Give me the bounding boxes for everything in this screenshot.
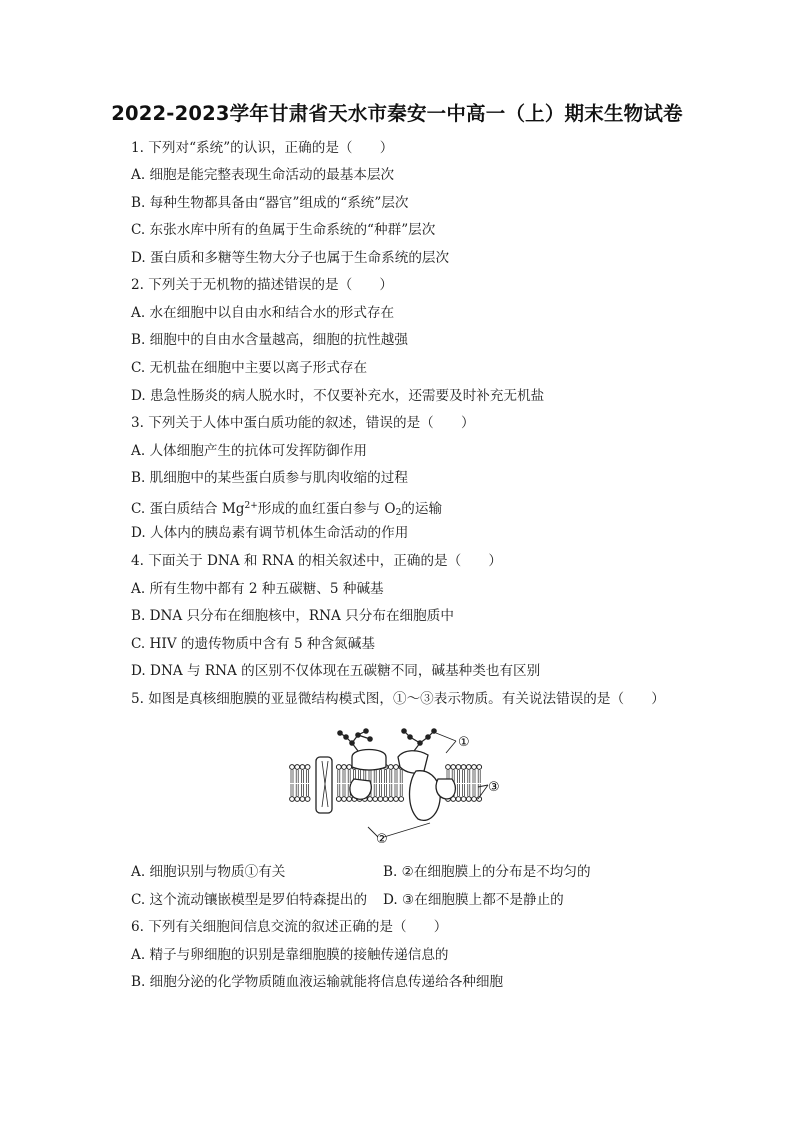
question-4-option-b: B. DNA 只分布在细胞核中，RNA 只分布在细胞质中 — [131, 608, 454, 624]
question-2-option-c: C. 无机盐在细胞中主要以离子形式存在 — [131, 360, 368, 376]
option-c-text-before: C. 蛋白质结合 Mg — [131, 501, 245, 517]
glycocalyx-chains — [338, 729, 436, 751]
cell-membrane-diagram — [288, 727, 508, 843]
phospholipid-head — [347, 797, 352, 802]
phospholipid-tail — [296, 784, 298, 796]
phospholipid-tail — [400, 770, 402, 783]
phospholipid-tail — [374, 784, 376, 796]
question-4-option-c: C. HIV 的遗传物质中含有 5 种含氮碱基 — [131, 636, 375, 652]
phospholipid-tail — [291, 770, 293, 783]
phospholipid-head — [388, 797, 393, 802]
phospholipid-head — [466, 797, 471, 802]
phospholipid-head — [446, 765, 451, 770]
phospholipid-head — [368, 797, 373, 802]
phospholipid-head — [347, 765, 352, 770]
phospholipid-tail — [338, 784, 340, 796]
phospholipid-tail — [296, 770, 298, 783]
phospholipid-tail — [473, 784, 475, 796]
phospholipid-tail — [395, 770, 397, 783]
question-3-option-c — [131, 497, 442, 522]
phospholipid-tail — [473, 770, 475, 783]
phospholipid-tail — [400, 784, 402, 796]
phospholipid-tail — [395, 784, 397, 796]
question-3-option-a: A. 人体细胞产生的抗体可发挥防御作用 — [131, 443, 367, 459]
option-c-text-middle: 形成的血红蛋白参与 O — [257, 501, 396, 517]
phospholipid-head — [477, 765, 482, 770]
membrane-svg — [288, 727, 508, 843]
phospholipid-head — [373, 797, 378, 802]
question-6-stem: 6. 下列有关细胞间信息交流的叙述正确的是（ ） — [131, 919, 448, 935]
oxygen-subscript: 2 — [395, 508, 402, 518]
phospholipid-head — [451, 765, 456, 770]
label-marker-3: ③ — [488, 780, 500, 795]
phospholipid-tail — [468, 770, 470, 783]
phospholipid-head — [295, 797, 300, 802]
phospholipid-head — [378, 797, 383, 802]
phospholipid-head — [336, 765, 341, 770]
phospholipid-head — [472, 765, 477, 770]
phospholipid-tail — [338, 770, 340, 783]
phospholipid-tail — [457, 770, 459, 783]
transmembrane-protein — [410, 771, 441, 821]
question-1-option-b: B. 每种生物都具备由“器官”组成的“系统”层次 — [131, 195, 409, 211]
phospholipid-tail — [301, 784, 303, 796]
phospholipid-head — [342, 797, 347, 802]
phospholipid-head — [456, 765, 461, 770]
phospholipid-head — [290, 765, 295, 770]
embedded-protein-left — [350, 779, 371, 799]
phospholipid-head — [466, 765, 471, 770]
phospholipid-head — [399, 797, 404, 802]
phospholipid-tail — [301, 770, 303, 783]
phospholipid-head — [300, 765, 305, 770]
question-6-option-a: A. 精子与卵细胞的识别是靠细胞膜的接触传递信息的 — [131, 947, 449, 963]
question-3-option-d: D. 人体内的胰岛素有调节机体生命活动的作用 — [131, 525, 409, 541]
exam-title: 2022-2023学年甘肃省天水市秦安一中高一（上）期末生物试卷 — [111, 102, 683, 125]
question-1-option-d: D. 蛋白质和多糖等生物大分子也属于生命系统的层次 — [131, 250, 450, 266]
phospholipid-head — [383, 797, 388, 802]
question-5-option-d: D. ③在细胞膜上都不是静止的 — [383, 892, 564, 908]
phospholipid-tail — [307, 784, 309, 796]
question-2-option-d: D. 患急性肠炎的病人脱水时，不仅要补充水，还需要及时补充无机盐 — [131, 388, 545, 404]
question-5-option-c: C. 这个流动镶嵌模型是罗伯特森提出的 — [131, 892, 368, 908]
phospholipid-tail — [385, 770, 387, 783]
question-1-stem: 1. 下列对“系统”的认识，正确的是（ ） — [131, 140, 394, 156]
phospholipid-head — [300, 797, 305, 802]
question-2-option-b: B. 细胞中的自由水含量越高，细胞的抗性越强 — [131, 332, 408, 348]
phospholipid-head — [305, 765, 310, 770]
phospholipid-head — [290, 797, 295, 802]
question-2-stem: 2. 下列关于无机物的描述错误的是（ ） — [131, 277, 393, 293]
phospholipid-head — [388, 765, 393, 770]
question-4-option-d: D. DNA 与 RNA 的区别不仅体现在五碳糖不同，碱基种类也有区别 — [131, 663, 541, 679]
question-5-option-b: B. ②在细胞膜上的分布是不均匀的 — [383, 864, 591, 880]
glycoprotein — [398, 751, 428, 773]
magnesium-charge: 2+ — [244, 501, 258, 511]
phospholipid-tail — [478, 784, 480, 796]
phospholipid-tail — [379, 784, 381, 796]
phospholipid-head — [394, 765, 399, 770]
label-marker-2: ② — [376, 832, 388, 843]
question-5-option-a: A. 细胞识别与物质①有关 — [131, 864, 286, 880]
phospholipid-head — [305, 797, 310, 802]
phospholipid-tail — [478, 770, 480, 783]
question-2-option-a: A. 水在细胞中以自由水和结合水的形式存在 — [131, 305, 395, 321]
phospholipid-tail — [463, 784, 465, 796]
question-5-stem: 5. 如图是真核细胞膜的亚显微结构模式图，①～③表示物质。有关说法错误的是（ ） — [131, 691, 665, 707]
phospholipid-tail — [348, 770, 350, 783]
phospholipid-tail — [457, 784, 459, 796]
phospholipid-tail — [390, 784, 392, 796]
question-6-option-b: B. 细胞分泌的化学物质随血液运输就能将信息传递给各种细胞 — [131, 974, 504, 990]
phospholipid-tail — [307, 770, 309, 783]
channel-protein-left — [316, 757, 332, 813]
question-4-stem: 4. 下面关于 DNA 和 RNA 的相关叙述中，正确的是（ ） — [131, 553, 503, 569]
phospholipid-tail — [374, 770, 376, 783]
phospholipid-head — [394, 797, 399, 802]
phospholipid-tail — [343, 770, 345, 783]
phospholipid-head — [342, 765, 347, 770]
phospholipid-head — [295, 765, 300, 770]
phospholipid-tail — [379, 770, 381, 783]
phospholipid-head — [336, 797, 341, 802]
phospholipid-head — [461, 797, 466, 802]
embedded-protein-right — [436, 779, 455, 799]
question-3-option-b: B. 肌细胞中的某些蛋白质参与肌肉收缩的过程 — [131, 470, 408, 486]
phospholipid-tail — [468, 784, 470, 796]
phospholipid-head — [472, 797, 477, 802]
phospholipid-tail — [463, 770, 465, 783]
phospholipid-tail — [390, 770, 392, 783]
question-1-option-a: A. 细胞是能完整表现生命活动的最基本层次 — [131, 167, 395, 183]
phospholipid-tail — [291, 784, 293, 796]
label-marker-1: ① — [458, 735, 470, 750]
phospholipid-tail — [385, 784, 387, 796]
phospholipid-head — [461, 765, 466, 770]
question-1-option-c: C. 东张水库中所有的鱼属于生命系统的“种群”层次 — [131, 222, 436, 238]
phospholipid-tail — [343, 784, 345, 796]
question-3-stem: 3. 下列关于人体中蛋白质功能的叙述，错误的是（ ） — [131, 415, 475, 431]
surface-protein — [352, 750, 386, 771]
protein-channel — [316, 757, 332, 813]
question-4-option-a: A. 所有生物中都有 2 种五碳糖、5 种碱基 — [131, 581, 384, 597]
option-c-text-after: 的运输 — [401, 501, 443, 517]
phospholipid-head — [456, 797, 461, 802]
